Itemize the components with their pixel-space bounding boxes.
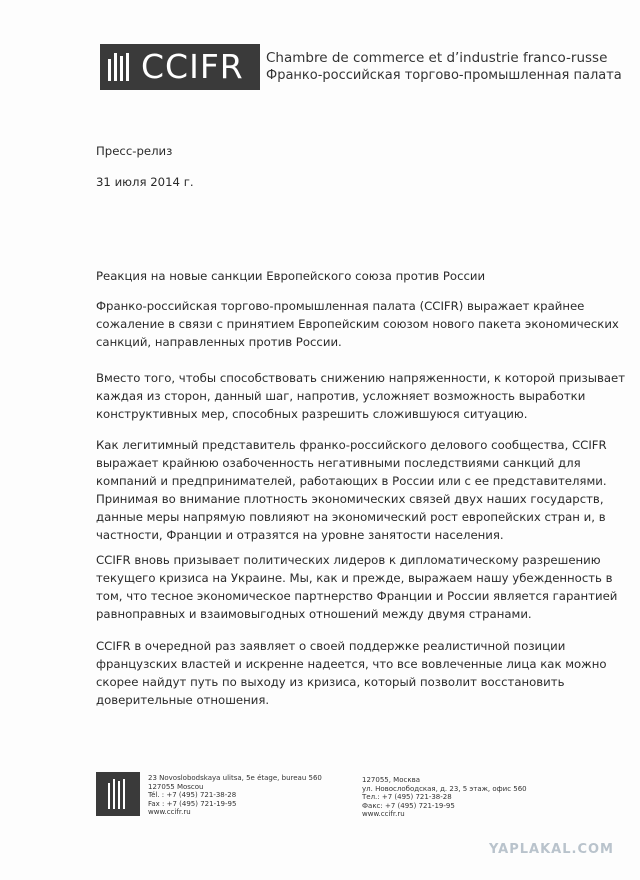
footer-line: 23 Novoslobodskaya ulitsa, 5e étage, bureau 560: [148, 774, 322, 782]
paragraph-line: конструктивных мер, способных разрешить сложившуюся ситуацию.: [96, 407, 528, 421]
footer-line: Tél. : +7 (495) 721-38-28: [148, 791, 237, 799]
footer-line: Факс: +7 (495) 721-19-95: [362, 801, 455, 810]
document-type: Пресс-релиз: [96, 144, 173, 158]
footer-address-fr: [148, 774, 322, 817]
paragraph-line: доверительные отношения.: [96, 693, 270, 707]
document-title: Реакция на новые санкции Европейского союза против России: [96, 269, 486, 283]
paragraph-line: компаний и предпринимателей, работающих в России или с ее представителями.: [96, 474, 607, 488]
paragraph-line: данные меры напрямую повлияют на экономический рост европейских стран и, в: [96, 510, 606, 524]
paragraph-line: выражает крайнюю озабоченность негативными последствиями санкций для: [96, 456, 581, 470]
paragraph: [96, 551, 617, 623]
footer-line: 127055, Москва: [362, 776, 420, 784]
logo-bars-icon: [108, 53, 132, 81]
org-name-ru: Франко-российская торгово-промышленная палата: [266, 68, 622, 83]
org-name-fr: Chambre de commerce et d’industrie franco-russe: [266, 50, 608, 66]
paragraph-line: Как легитимный представитель франко-российского делового сообщества, CCIFR: [96, 438, 607, 452]
paragraph: [96, 637, 607, 709]
paragraph-line: Франко-российская торгово-промышленная палата (CCIFR) выражает крайнее: [96, 299, 585, 313]
paragraph-line: том, что тесное экономическое партнерство Франции и России является гарантией: [96, 589, 618, 603]
paragraph-line: Вместо того, чтобы способствовать снижению напряженности, к которой призывает: [96, 371, 626, 385]
paragraph: [96, 369, 625, 423]
paragraph-line: CCIFR вновь призывает политических лидеров к дипломатическому разрешению: [96, 553, 601, 567]
footer-logo-icon: [96, 772, 140, 816]
paragraph-line: французских властей и искренне надеется, что все вовлеченные лица как можно: [96, 657, 607, 671]
paragraph-line: текущего кризиса на Украине. Мы, как и прежде, выражаем нашу убежденность в: [96, 571, 613, 585]
footer-address-ru: [362, 776, 527, 819]
paragraph-line: равноправных и взаимовыгодных отношений между двумя странами.: [96, 607, 532, 621]
paragraph: [96, 297, 619, 351]
paragraph-line: санкций, направленных против России.: [96, 335, 342, 349]
footer-line: Тел.: +7 (495) 721-38-28: [362, 793, 452, 801]
ccifr-logo: [100, 44, 260, 90]
footer-line: 127055 Moscou: [148, 782, 204, 791]
logo-text: CCIFR: [141, 47, 244, 86]
paragraph-line: Принимая во внимание плотность экономических связей двух наших государств,: [96, 492, 604, 506]
paragraph-line: каждая из сторон, данный шаг, напротив, усложняет возможность выработки: [96, 389, 586, 403]
paragraph-line: сожаление в связи с принятием Европейским союзом нового пакета экономических: [96, 317, 619, 331]
watermark: YAPLAKAL.COM: [489, 842, 614, 857]
paragraph-line: CCIFR в очередной раз заявляет о своей поддержке реалистичной позиции: [96, 639, 566, 653]
paragraph: [96, 436, 607, 544]
footer-line: Fax : +7 (495) 721-19-95: [148, 799, 237, 808]
document-date: 31 июля 2014 г.: [96, 175, 194, 189]
paragraph-line: частности, Франции и отразятся на уровне занятости населения.: [96, 528, 504, 542]
footer-line: ул. Новослободская, д. 23, 5 этаж, офис 560: [362, 784, 527, 793]
paragraph-line: скорее найдут путь по выходу из кризиса, который позволит восстановить: [96, 675, 565, 689]
footer-website-link[interactable]: www.ccifr.ru: [362, 810, 405, 818]
footer-website-link[interactable]: www.ccifr.ru: [148, 808, 191, 816]
